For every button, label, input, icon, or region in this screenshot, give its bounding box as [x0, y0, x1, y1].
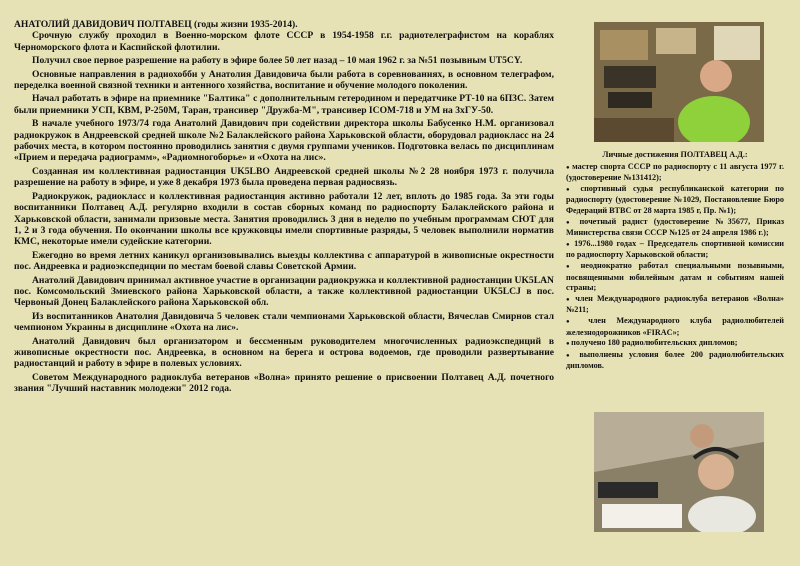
- radio-shack-photo-icon: [594, 22, 764, 142]
- paragraph: Начал работать в эфире на приемнике "Балтика" с дополнительным гетеродином и передатчике РТ-10 на 6П3С. Затем были приемники УСП, КВМ, Р-250М, Таран, трансивер "Дружба-М", трансивер ICOM-718 и УМ на 3хГУ-50.: [14, 93, 554, 116]
- list-item: ● неоднократно работал специальными позывными, посвященными юбилейным датам и событиям нашей страны;: [566, 261, 784, 294]
- paragraph: Советом Международного радиоклуба ветеранов «Волна» принято решение о присвоении Полтавец А.Д. почетного звания "Лучший наставник молодежи" 2012 года.: [14, 371, 554, 395]
- achievements-list: [566, 162, 784, 372]
- biography-text: [14, 19, 554, 397]
- list-item: ● 1976...1980 годах – Председатель спортивной комиссии по радиоспорту Харьковской области;: [566, 239, 784, 261]
- portrait-photo: [594, 22, 764, 142]
- list-item: ● получено 180 радиолюбительских дипломов;: [566, 338, 784, 350]
- paragraph: Радиокружок, радиокласс и коллективная радиостанция активно работали 12 лет, вплоть до 1985 года. За эти годы воспитанники Полтавец А.Д. регулярно входили в состав сборных команд по радиоспорту Балаклейского района и Харьковской области, занимали призовые места. Занятия проводились 3 дня в неделю по учебным программам СЮТ для 1, 2 и 3 года обучения. По окончании школы все кружковцы имели спортивные разряды, 5 человек выполнили норматив КМС, некоторые имели судейские категории.: [14, 190, 554, 248]
- list-item: ● мастер спорта СССР по радиоспорту с 11 августа 1977 г. (удостоверение №131412);: [566, 162, 784, 184]
- achievements-heading: Личные достижения ПОЛТАВЕЦ А.Д.:: [602, 150, 748, 159]
- paragraph: Получил свое первое разрешение на работу в эфире более 50 лет назад – 10 мая 1962 г. за №51 позывным UT5CY.: [32, 55, 523, 67]
- paragraph: Ежегодно во время летних каникул организовывались выезды коллектива с аппаратурой в живописные окрестности пос. Андреевка и радиоэкспедиции по местам боевой славы Советской Армии.: [14, 249, 554, 273]
- list-item: ● член Международного радиоклуба ветеранов «Волна» №211;: [566, 294, 784, 316]
- paragraph: Срочную службу проходил в Военно-морском флоте СССР в 1954-1958 г.г. радиотелеграфистом на кораблях Черноморского флота и Каспийской флотилии.: [14, 30, 554, 53]
- paragraph: Из воспитанников Анатолия Давидовича 5 человек стали чемпионами Харьковской области, Вячеслав Смирнов стал чемпионом Украины в дисциплине «Охота на лис».: [14, 310, 554, 334]
- paragraph: Основные направления в радиохобби у Анатолия Давидовича были работа в соревнованиях, в основном телеграфом, переделка военной связной техники и антенного хозяйства, воспитание и обучение молодого поколения.: [14, 68, 554, 92]
- field-operation-photo: [594, 412, 764, 532]
- paragraph: В начале учебного 1973/74 года Анатолий Давидович при содействии директора школы Бабусенко Н.М. организовал радиокружок в Андреевской средней школе №2 Балаклейского района Харьковской области, оборудовал радиокласс на 24 рабочих места, в котором постоянно проводились занятия с двумя группами учеников. Подготовка велась по дисциплинам «Прием и передача радиограмм», «Радиомногоборье» и «Охота на лис».: [14, 118, 554, 164]
- paragraph: Анатолий Давидович был организатором и бессменным руководителем многочисленных радиоэкспедиций в живописные окрестности пос. Андреевка, в основном на берега и острова водоемов, где проводили развертывание радиостанций и работу в эфире в полевых условиях.: [14, 335, 554, 370]
- field-radio-photo-icon: [594, 412, 764, 532]
- achievements-block: [566, 150, 784, 372]
- page-title: АНАТОЛИЙ ДАВИДОВИЧ ПОЛТАВЕЦ (годы жизни 1935-2014).: [14, 19, 298, 30]
- list-item: ● выполнены условия более 200 радиолюбительских дипломов.: [566, 350, 784, 372]
- paragraph: Созданная им коллективная радиостанция UK5LBO Андреевской средней школы №2 28 ноября 1973 г. получила разрешение на работу в эфире, и уже 8 декабря 1973 была проведена первая радиосвязь.: [14, 165, 554, 189]
- paragraph: Анатолий Давидович принимал активное участие в организации радиокружка и коллективной радиостанции UK5LAN пос. Комсомольский Змиевского района Харьковской области, а также коллективной радиостанции UK5LCJ в пос. Червоный Донец Балаклейского района Харьковской обл.: [14, 274, 554, 309]
- list-item: ● почетный радист (удостоверение №35677, Приказ Министерства связи СССР №125 от 24 апреля 1986 г.);: [566, 217, 784, 239]
- list-item: ● спортивный судья республиканской категории по радиоспорту (удостоверение №1029, Постановление Бюро Федераций ВТВС от 28 марта 1985 г, Пр. №1);: [566, 184, 784, 217]
- list-item: ● член Международного клуба радиолюбителей железнодорожников «FIRAC»;: [566, 316, 784, 338]
